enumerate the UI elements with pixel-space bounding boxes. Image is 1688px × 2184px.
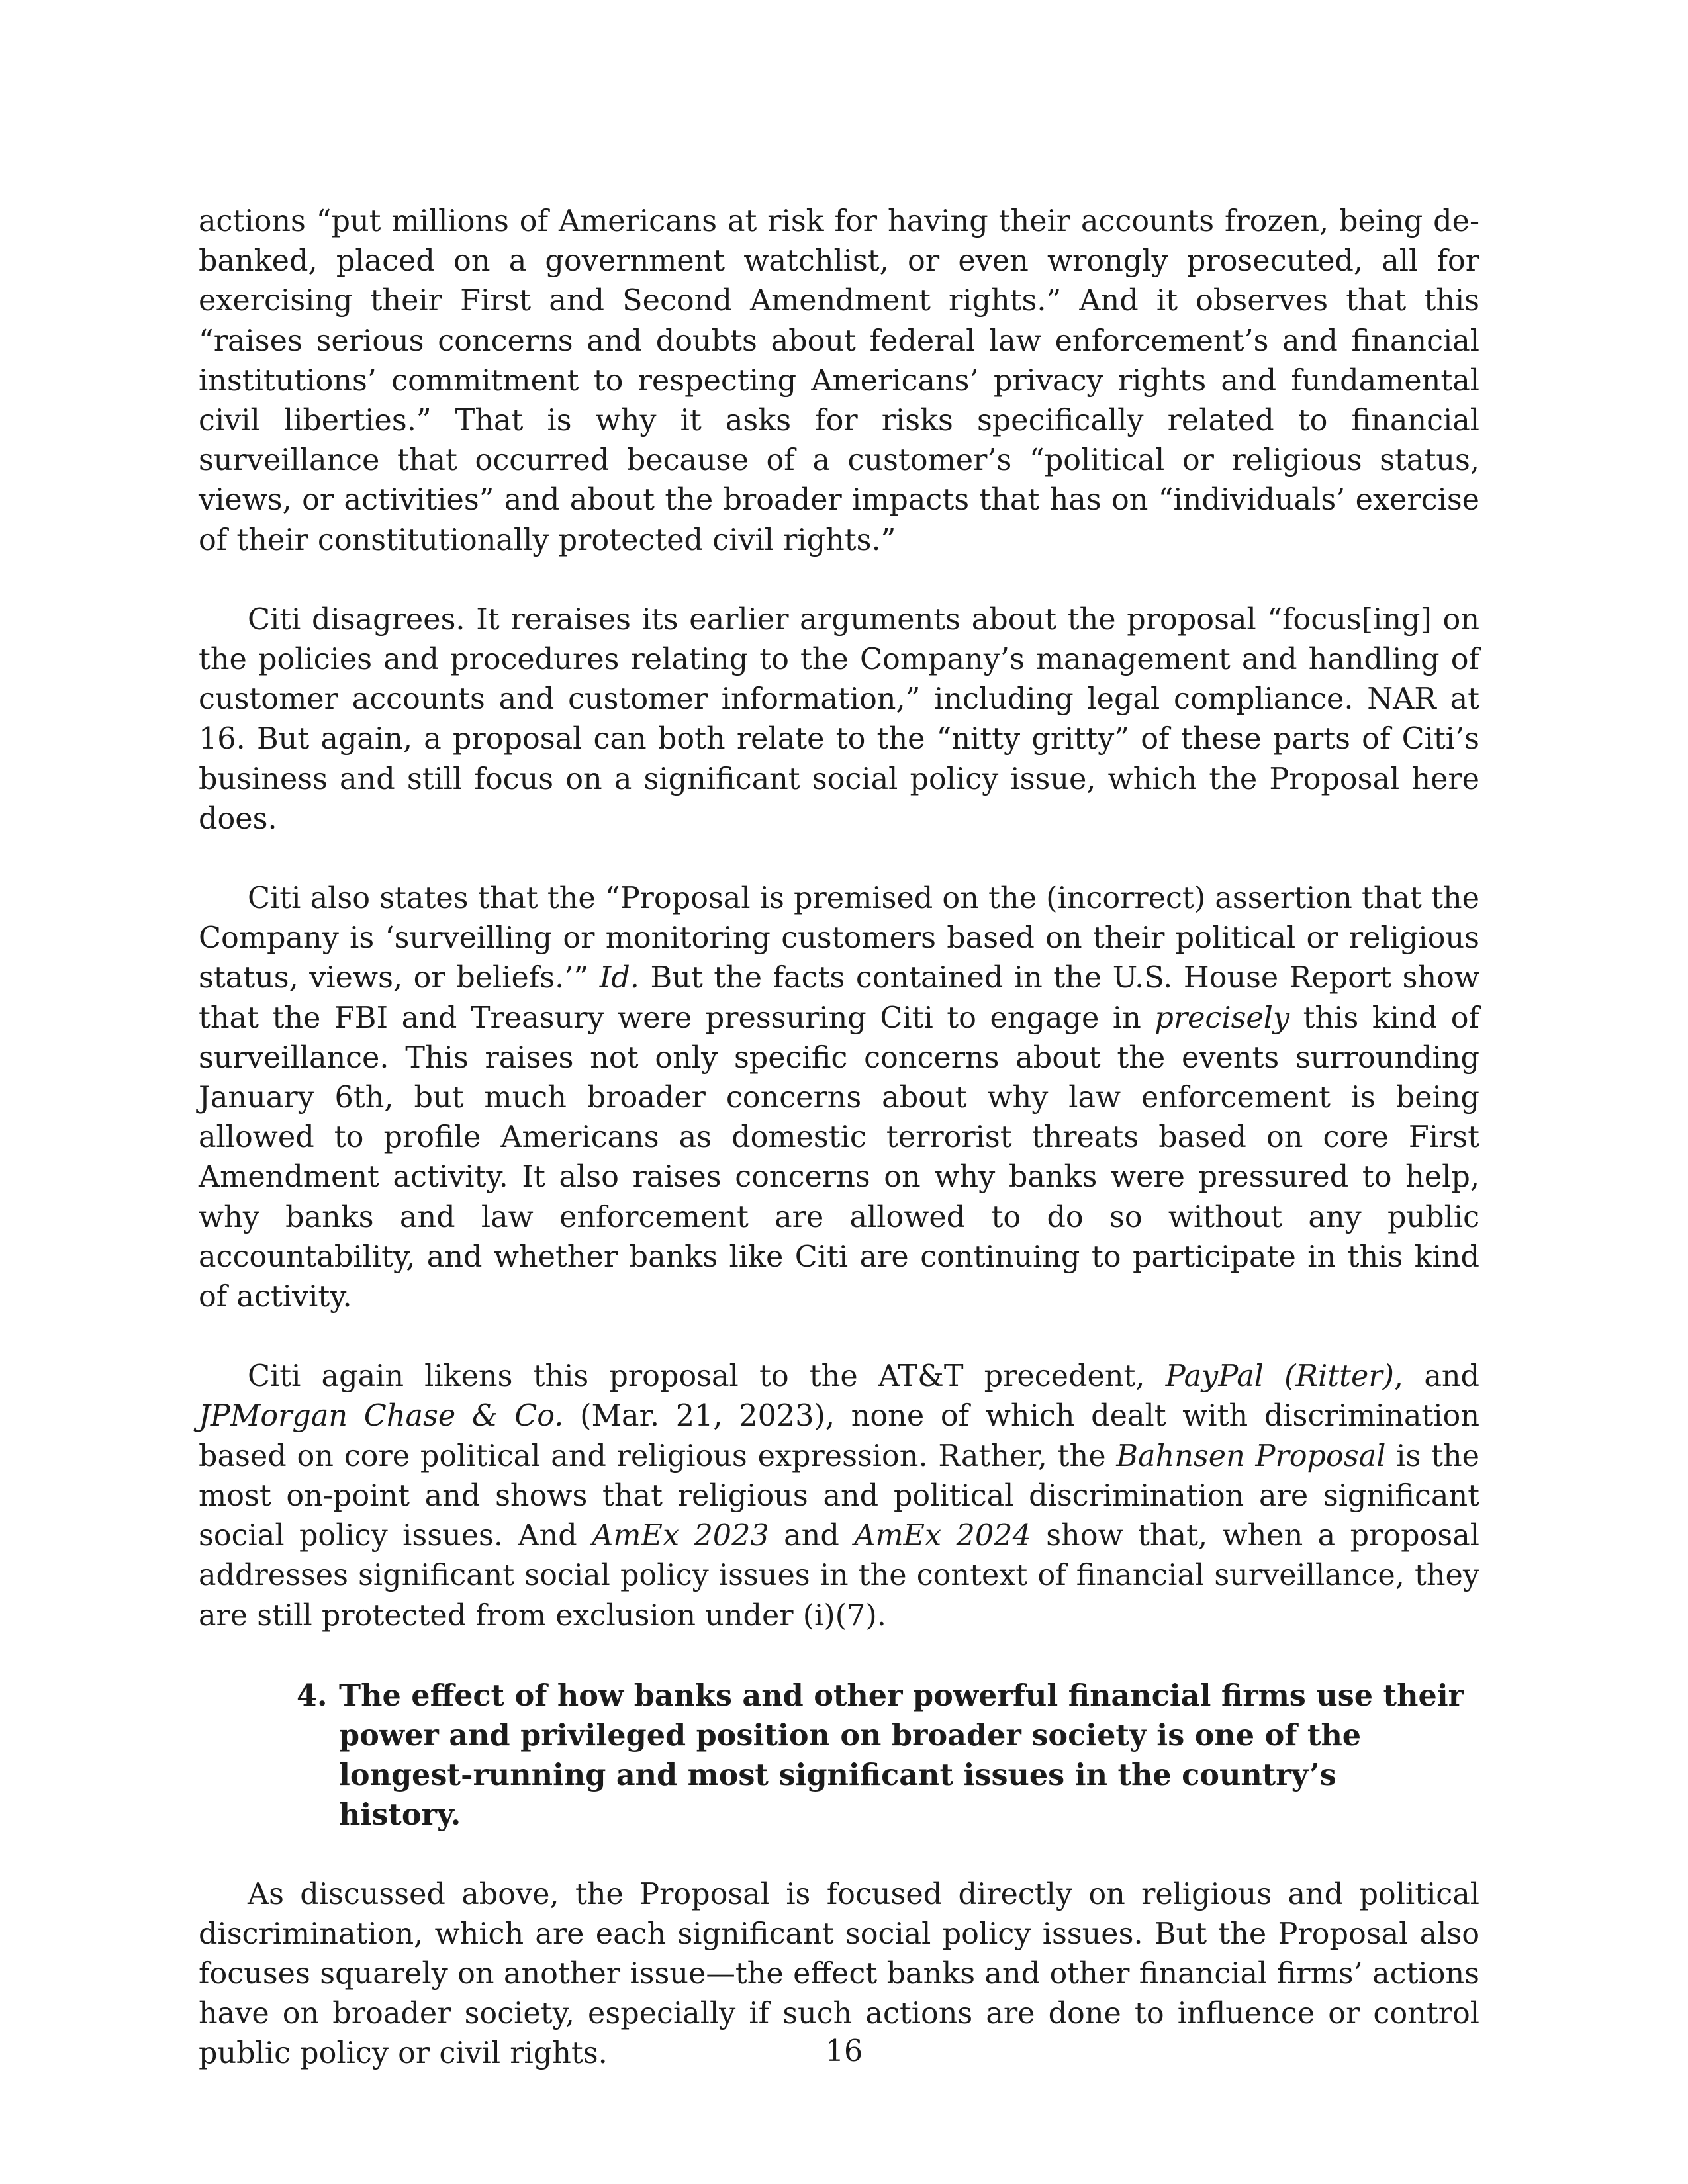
section-heading-text: The effect of how banks and other powerful financial firms use their power and privileged position on broader society is one of the longest-running and most significant issues in the country’s history. <box>339 1678 1464 1833</box>
text-run: and <box>769 1519 855 1553</box>
text-run: is the most on-point and shows that religious and political discrimination are significant social policy issues. And <box>199 1439 1479 1553</box>
italic-text: AmEx 2023 <box>592 1519 769 1553</box>
paragraph-5: As discussed above, the Proposal is focused directly on religious and political discrimination, which are each significant social policy issues. But the Proposal also focuses squarely on another issue—the effect banks and other financial firms’ actions have on broader society, especially if such actions are done to influence or control public policy or civil rights. <box>199 1877 1479 2071</box>
section-number: 4. <box>297 1678 328 1713</box>
section-heading <box>199 1676 1479 1835</box>
italic-text: Id. <box>599 961 639 995</box>
text-run: this kind of surveillance. This raises not only specific concerns about the events surrounding January 6th, but much broader concerns about why law enforcement is being allowed to profile Americans as domestic terrorist threats based on core First Amendment activity. It also raises concerns on why banks were pressured to help, why banks and law enforcement are allowed to do so without any public accountability, and whether banks like Citi are continuing to participate in this kind of activity. <box>199 1001 1479 1314</box>
paragraph-3 <box>199 879 1479 1317</box>
text-run: Citi again likens this proposal to the AT&T precedent, <box>248 1359 1166 1394</box>
text-run: But the facts contained in the U.S. House Report show that the FBI and Treasury were pressuring Citi to engage in <box>199 961 1479 1035</box>
italic-text: JPMorgan Chase & Co. <box>199 1399 564 1433</box>
italic-text: Bahnsen Proposal <box>1116 1439 1386 1473</box>
text-run: actions “put millions of Americans at risk for having their accounts frozen, being de-banked, placed on a government watchlist, or even wrongly prosecuted, all for exercising their First and Second Amendment rights.” And it observes that this “raises serious concerns and doubts about federal law enforcement’s and financial institutions’ commitment to respecting Americans’ privacy rights and fundamental civil liberties.” That is why it asks for risks specifically related to financial surveillance that occurred because of a customer’s “political or religious status, views, or activities” and about the broader impacts that has on “individuals’ exercise of their constitutionally protected civil rights.” <box>199 205 1479 557</box>
italic-text: AmEx 2024 <box>854 1519 1031 1553</box>
text-run: Citi also states that the “Proposal is premised on the (incorrect) assertion that the Company is ‘surveilling or monitoring customers based on their political or religious status, views, or beliefs.’” <box>199 882 1479 995</box>
paragraph-4 <box>199 1357 1479 1635</box>
paragraph-2 <box>199 600 1479 839</box>
text-run: (Mar. 21, 2023), none of which dealt with discrimination based on core political and religious expression. Rather, the <box>199 1399 1480 1473</box>
italic-text: precisely <box>1154 1001 1290 1035</box>
page-number: 16 <box>825 2034 863 2068</box>
text-run: , and <box>1394 1359 1480 1394</box>
paragraph-1 <box>199 202 1479 561</box>
italic-text: PayPal (Ritter) <box>1165 1359 1395 1394</box>
text-run: show that, when a proposal addresses significant social policy issues in the context of financial surveillance, they are still protected from exclusion under (i)(7). <box>199 1519 1480 1633</box>
document-page <box>199 202 1479 2074</box>
text-run: Citi disagrees. It reraises its earlier arguments about the proposal “focus[ing] on the policies and procedures relating to the Company’s management and handling of customer accounts and customer information,” including legal compliance. NAR at 16. But again, a proposal can both relate to the “nitty gritty” of these parts of Citi’s business and still focus on a significant social policy issue, which the Proposal here does. <box>199 602 1479 836</box>
